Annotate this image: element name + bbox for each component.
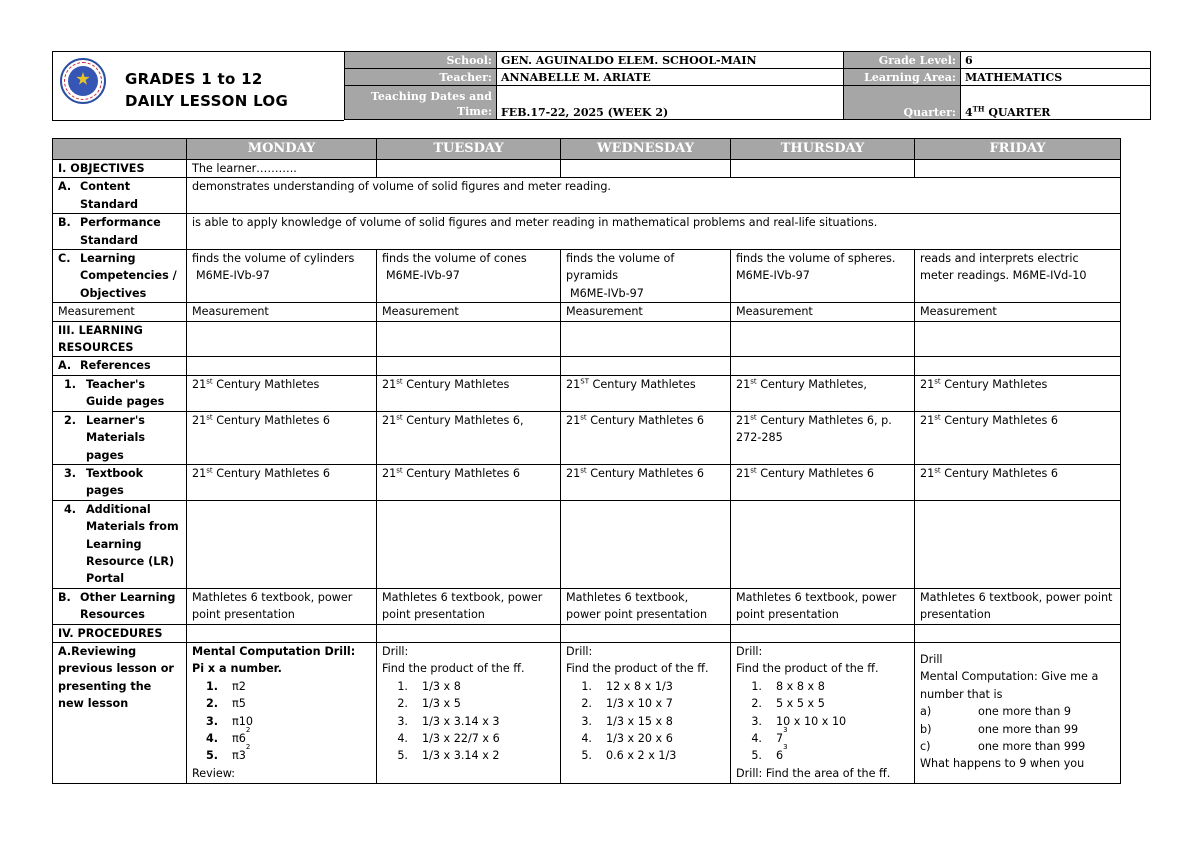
deped-seal-icon: [60, 58, 106, 104]
other-friday: Mathletes 6 textbook, power point presentation: [915, 588, 1121, 624]
competency-thursday: finds the volume of spheres. M6ME-IVb-97: [731, 250, 915, 303]
doc-title-line2: DAILY LESSON LOG: [125, 92, 289, 110]
content-standard-label: A. Content Standard: [53, 178, 187, 214]
day-header-tuesday: TUESDAY: [377, 139, 561, 160]
tb-wednesday: 21st Century Mathletes 6: [561, 464, 731, 500]
content-wednesday: Measurement: [561, 303, 731, 321]
learning-resources-label: III. LEARNING RESOURCES: [53, 321, 187, 357]
school-value: GEN. AGUINALDO ELEM. SCHOOL-MAIN: [497, 52, 844, 69]
competency-tuesday: finds the volume of cones M6ME-IVb-97: [377, 250, 561, 303]
tg-monday: 21st Century Mathletes: [187, 375, 377, 411]
tb-friday: 21st Century Mathletes 6: [915, 464, 1121, 500]
dates-value: FEB.17-22, 2025 (WEEK 2): [497, 86, 844, 120]
competencies-label: C. Learning Competencies / Objectives: [53, 250, 187, 303]
tg-friday: 21st Century Mathletes: [915, 375, 1121, 411]
day-header-monday: MONDAY: [187, 139, 377, 160]
grade-label: Grade Level:: [844, 52, 961, 69]
header-meta-table: [344, 51, 1151, 120]
lm-tuesday: 21st Century Mathletes 6,: [377, 411, 561, 464]
tb-monday: 21st Century Mathletes 6: [187, 464, 377, 500]
school-label: School:: [345, 52, 497, 69]
tg-wednesday: 21ST Century Mathletes: [561, 375, 731, 411]
tg-thursday: 21st Century Mathletes,: [731, 375, 915, 411]
dates-label: Teaching Dates and Time:: [345, 86, 497, 120]
objectives-label: I. OBJECTIVES: [53, 160, 187, 178]
tb-tuesday: 21st Century Mathletes 6: [377, 464, 561, 500]
header-logo-block: [52, 51, 344, 121]
learners-materials-label: 2. Learner's Materials pages: [53, 411, 187, 464]
quarter-value: 4TH QUARTER: [961, 86, 1151, 120]
header-blank: [53, 139, 187, 160]
content-thursday: Measurement: [731, 303, 915, 321]
teachers-guide-label: 1. Teacher's Guide pages: [53, 375, 187, 411]
lm-thursday: 21st Century Mathletes 6, p. 272-285: [731, 411, 915, 464]
content-tuesday: Measurement: [377, 303, 561, 321]
doc-title-line1: GRADES 1 to 12: [125, 70, 263, 88]
competency-wednesday: finds the volume of pyramids M6ME-IVb-97: [561, 250, 731, 303]
competency-friday: reads and interprets electric meter readings. M6ME-IVd-10: [915, 250, 1121, 303]
other-resources-label: B. Other Learning Resources: [53, 588, 187, 624]
content-standard-text: demonstrates understanding of volume of solid figures and meter reading.: [187, 178, 1121, 214]
lm-wednesday: 21st Century Mathletes 6: [561, 411, 731, 464]
procedure-wednesday: Drill: Find the product of the ff. 1. 12 x 8 x 1/3 2. 1/3 x 10 x 7 3. 1/3 x 15 x 8 4. 1/3 x 20 x 6 5. 0.6 x 2 x 1/3: [561, 642, 731, 783]
day-header-friday: FRIDAY: [915, 139, 1121, 160]
teacher-label: Teacher:: [345, 69, 497, 86]
lm-friday: 21st Century Mathletes 6: [915, 411, 1121, 464]
area-label: Learning Area:: [844, 69, 961, 86]
procedure-friday: Drill Mental Computation: Give me a number that is a) one more than 9 b) one more than 99 c) one more than 999 What happens to 9 when you: [915, 642, 1121, 783]
other-tuesday: Mathletes 6 textbook, power point presentation: [377, 588, 561, 624]
procedure-tuesday: Drill: Find the product of the ff. 1. 1/3 x 8 2. 1/3 x 5 3. 1/3 x 3.14 x 3 4. 1/3 x 22/7 x 6 5. 1/3 x 3.14 x 2: [377, 642, 561, 783]
other-monday: Mathletes 6 textbook, power point presentation: [187, 588, 377, 624]
area-value: MATHEMATICS: [961, 69, 1151, 86]
performance-standard-text: is able to apply knowledge of volume of solid figures and meter reading in mathematical problems and real-life situations.: [187, 214, 1121, 250]
lm-monday: 21st Century Mathletes 6: [187, 411, 377, 464]
textbook-label: 3. Textbook pages: [53, 464, 187, 500]
teacher-value: ANNABELLE M. ARIATE: [497, 69, 844, 86]
additional-materials-label: 4. Additional Materials from Learning Resource (LR) Portal: [53, 500, 187, 588]
content-monday: Measurement: [187, 303, 377, 321]
grade-value: 6: [961, 52, 1151, 69]
tb-thursday: 21st Century Mathletes 6: [731, 464, 915, 500]
content-friday: Measurement: [915, 303, 1121, 321]
objectives-intro: The learner………..: [187, 160, 377, 178]
lesson-log-table: [52, 138, 1121, 784]
day-header-wednesday: WEDNESDAY: [561, 139, 731, 160]
day-header-thursday: THURSDAY: [731, 139, 915, 160]
procedure-monday: Mental Computation Drill: Pi x a number. 1. π2 2. π5 3. π10 4. π6 2 5. π3 2 Review:: [187, 642, 377, 783]
other-wednesday: Mathletes 6 textbook, power point presentation: [561, 588, 731, 624]
procedure-thursday: Drill: Find the product of the ff. 1. 8 x 8 x 8 2. 5 x 5 x 5 3. 10 x 10 x 10 4. 7 3 5. 6 3 Drill: Find the area of the ff.: [731, 642, 915, 783]
performance-standard-label: B. Performance Standard: [53, 214, 187, 250]
quarter-label: Quarter:: [844, 86, 961, 120]
procedures-label: IV. PROCEDURES: [53, 624, 187, 642]
reviewing-label: A.Reviewing previous lesson or presenting the new lesson: [53, 642, 187, 783]
content-label: Measurement: [53, 303, 187, 321]
references-label: A. References: [53, 357, 187, 375]
competency-monday: finds the volume of cylinders M6ME-IVb-97: [187, 250, 377, 303]
other-thursday: Mathletes 6 textbook, power point presentation: [731, 588, 915, 624]
tg-tuesday: 21st Century Mathletes: [377, 375, 561, 411]
